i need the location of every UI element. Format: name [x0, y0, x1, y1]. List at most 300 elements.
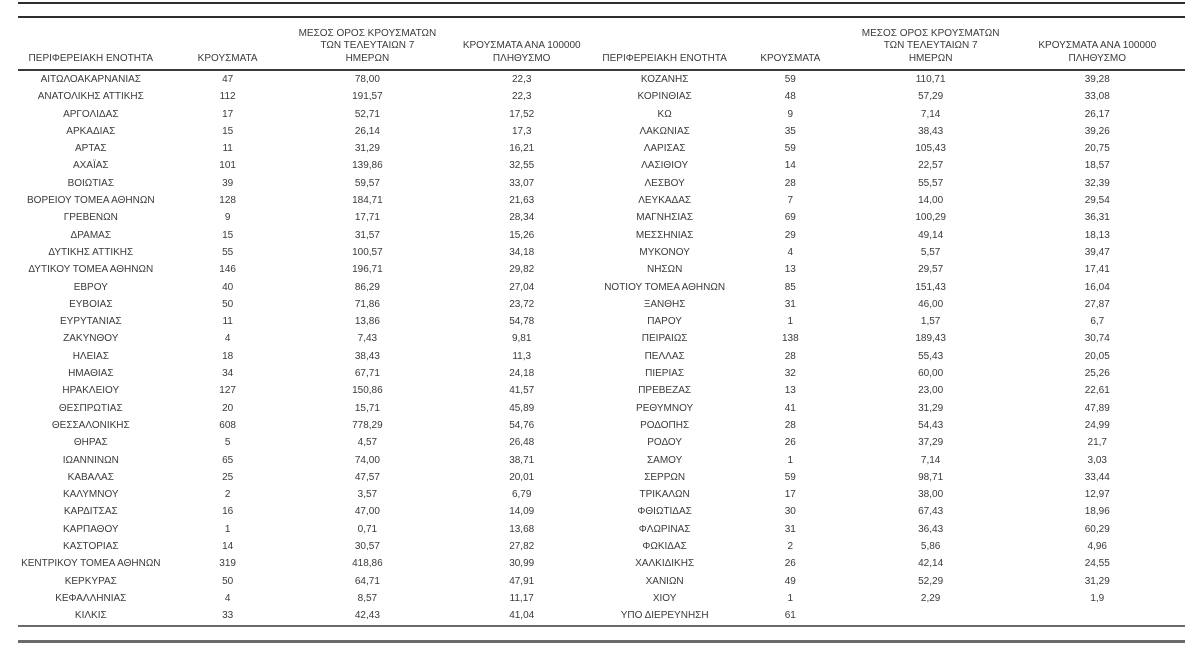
- value-cell: 50: [222, 575, 234, 587]
- value-cell: 6,79: [511, 489, 532, 501]
- value-cell: 24,18: [509, 368, 535, 380]
- region-cell: ΗΜΑΘΙΑΣ: [68, 368, 114, 380]
- value-cell: 65: [222, 454, 234, 466]
- region-cell: ΚΕΝΤΡΙΚΟΥ ΤΟΜΕΑ ΑΘΗΝΩΝ: [21, 558, 161, 570]
- region-cell: ΦΘΙΩΤΙΔΑΣ: [637, 506, 692, 518]
- region-cell: ΚΩ: [657, 108, 672, 120]
- value-cell: 27,87: [1084, 298, 1110, 310]
- table-row: [600, 209, 1185, 226]
- value-cell: 9: [787, 108, 794, 120]
- region-cell: ΛΑΚΩΝΙΑΣ: [639, 125, 690, 137]
- value-cell: 36,43: [918, 523, 944, 535]
- column-header-avg7-line1: ΜΕΣΟΣ ΟΡΟΣ ΚΡΟΥΣΜΑΤΩΝ: [861, 27, 1000, 39]
- value-cell: 39,28: [1084, 74, 1110, 85]
- region-cell: ΘΕΣΠΡΩΤΙΑΣ: [58, 402, 123, 414]
- value-cell: 127: [219, 385, 236, 397]
- table-row: [18, 590, 600, 607]
- table-row: [600, 538, 1185, 555]
- column-header-cases: ΚΡΟΥΣΜΑΤΑ: [729, 18, 852, 70]
- value-cell: 54,43: [918, 419, 944, 431]
- value-cell: 3,57: [357, 489, 378, 501]
- value-cell: 38,00: [918, 489, 944, 501]
- value-cell: 128: [219, 195, 236, 207]
- table-row: [600, 555, 1185, 572]
- value-cell: 18,13: [1084, 229, 1110, 241]
- value-cell: 52,71: [354, 108, 380, 120]
- value-cell: 15: [222, 125, 234, 137]
- value-cell: 11: [222, 316, 233, 328]
- value-cell: 30,57: [354, 541, 380, 553]
- region-cell: ΔΥΤΙΚΟΥ ΤΟΜΕΑ ΑΘΗΝΩΝ: [28, 264, 154, 276]
- table-row: [18, 607, 600, 624]
- value-cell: 17,71: [354, 212, 380, 224]
- column-header-avg7: [852, 18, 1010, 70]
- value-cell: 36,31: [1084, 212, 1110, 224]
- value-cell: 41: [784, 402, 796, 414]
- table-row: [18, 521, 600, 538]
- table-row: [18, 209, 600, 226]
- table-row: [18, 382, 600, 399]
- value-cell: 26,14: [354, 125, 380, 137]
- value-cell: 2: [224, 489, 231, 501]
- value-cell: 52,29: [918, 575, 944, 587]
- region-cell: ΑΙΤΩΛΟΑΚΑΡΝΑΝΙΑΣ: [40, 74, 141, 85]
- value-cell: 6,7: [1090, 316, 1105, 328]
- table-row: [600, 382, 1185, 399]
- value-cell: 20,01: [509, 471, 535, 483]
- value-cell: 34,18: [509, 246, 535, 258]
- region-cell: ΚΑΣΤΟΡΙΑΣ: [63, 541, 119, 553]
- value-cell: 60,00: [918, 368, 944, 380]
- table-row: [18, 330, 600, 347]
- table-row: [18, 106, 600, 123]
- region-cell: ΠΑΡΟΥ: [647, 316, 682, 328]
- value-cell: 191,57: [352, 91, 383, 103]
- value-cell: 20: [222, 402, 234, 414]
- value-cell: 18,96: [1084, 506, 1110, 518]
- column-header-per100k-line2: ΠΛΗΘΥΣΜΟ: [492, 52, 551, 64]
- column-header-avg7-line1: ΜΕΣΟΣ ΟΡΟΣ ΚΡΟΥΣΜΑΤΩΝ: [298, 27, 437, 39]
- table-row: [18, 469, 600, 486]
- table-row: [18, 434, 600, 451]
- value-cell: 41,04: [509, 610, 535, 622]
- region-cell: ΛΕΥΚΑΔΑΣ: [638, 195, 692, 207]
- value-cell: 18,57: [1084, 160, 1110, 172]
- column-header-per100k: [1010, 18, 1185, 70]
- value-cell: 60,29: [1084, 523, 1110, 535]
- value-cell: 38,71: [509, 454, 535, 466]
- table-body-left: [18, 70, 600, 625]
- cases-tables-container: [18, 18, 1185, 627]
- table-row: [18, 227, 600, 244]
- region-cell: ΚΕΡΚΥΡΑΣ: [64, 575, 117, 587]
- value-cell: 4: [787, 246, 794, 258]
- table-row: [600, 503, 1185, 520]
- value-cell: 110,71: [915, 74, 946, 85]
- table-row: [600, 244, 1185, 261]
- value-cell: 27,82: [509, 541, 535, 553]
- value-cell: 105,43: [915, 143, 946, 155]
- value-cell: 7: [787, 195, 794, 207]
- value-cell: 64,71: [354, 575, 380, 587]
- region-cell: ΕΒΡΟΥ: [73, 281, 108, 293]
- column-header-region: ΠΕΡΙΦΕΡΕΙΑΚΗ ΕΝΟΤΗΤΑ: [18, 18, 164, 70]
- value-cell: 55,57: [918, 177, 944, 189]
- value-cell: 47,00: [354, 506, 380, 518]
- value-cell: 18: [222, 350, 234, 362]
- value-cell: 3,03: [1087, 454, 1107, 466]
- value-cell: 38,43: [918, 125, 944, 137]
- region-cell: ΑΝΑΤΟΛΙΚΗΣ ΑΤΤΙΚΗΣ: [37, 91, 144, 103]
- value-cell: 35: [784, 125, 796, 137]
- table-row: [600, 296, 1185, 313]
- region-cell: ΑΡΓΟΛΙΔΑΣ: [63, 108, 119, 120]
- table-row: [18, 70, 600, 88]
- table-row: [600, 157, 1185, 174]
- value-cell: 24,99: [1084, 419, 1110, 431]
- value-cell: 39,26: [1084, 125, 1110, 137]
- value-cell: 24,55: [1084, 558, 1110, 570]
- value-cell: 151,43: [915, 281, 946, 293]
- value-cell: 14: [222, 541, 234, 553]
- column-header-per100k-line1: ΚΡΟΥΣΜΑΤΑ ΑΝΑ 100000: [462, 40, 581, 51]
- value-cell: 8,57: [357, 592, 378, 604]
- column-header-cases: ΚΡΟΥΣΜΑΤΑ: [164, 18, 292, 70]
- value-cell: 138: [781, 333, 799, 345]
- table-row: [18, 365, 600, 382]
- value-cell: 608: [219, 419, 236, 431]
- value-cell: 5,86: [920, 541, 941, 553]
- table-row: [600, 123, 1185, 140]
- table-row: [600, 486, 1185, 503]
- column-header-avg7: [292, 18, 443, 70]
- value-cell: 31,29: [354, 143, 380, 155]
- value-cell: 74,00: [354, 454, 380, 466]
- value-cell: 21,7: [1087, 437, 1107, 449]
- table-row: [18, 192, 600, 209]
- value-cell: 7,14: [920, 454, 941, 466]
- value-cell: 49: [784, 575, 796, 587]
- table-row: [18, 417, 600, 434]
- table-row: [18, 279, 600, 296]
- region-cell: ΣΕΡΡΩΝ: [644, 471, 686, 483]
- value-cell: 33,07: [509, 177, 535, 189]
- value-cell: 98,71: [918, 471, 944, 483]
- region-cell: ΛΕΣΒΟΥ: [644, 177, 685, 189]
- value-cell: 9,81: [511, 333, 532, 345]
- value-cell: 33,44: [1084, 471, 1110, 483]
- value-cell: 17: [222, 108, 234, 120]
- table-row: [18, 140, 600, 157]
- value-cell: 139,86: [352, 160, 383, 172]
- value-cell: 59: [784, 143, 796, 155]
- value-cell: 778,29: [352, 419, 383, 431]
- value-cell: 5,57: [920, 246, 941, 258]
- table-row: [18, 573, 600, 590]
- value-cell: 31,57: [354, 229, 380, 241]
- table-row: [18, 313, 600, 330]
- table-row: [600, 452, 1185, 469]
- region-cell: ΑΡΚΑΔΙΑΣ: [66, 125, 116, 137]
- value-cell: 31: [784, 298, 796, 310]
- region-cell: ΚΑΡΠΑΘΟΥ: [62, 523, 119, 535]
- table-row: [600, 348, 1185, 365]
- table-row: [600, 279, 1185, 296]
- region-cell: ΗΛΕΙΑΣ: [72, 350, 109, 362]
- table-row: [600, 469, 1185, 486]
- value-cell: 26,48: [509, 437, 535, 449]
- table-row: [600, 140, 1185, 157]
- region-cell: ΕΥΡΥΤΑΝΙΑΣ: [60, 316, 122, 328]
- value-cell: 47,57: [354, 471, 380, 483]
- value-cell: 32: [784, 368, 796, 380]
- value-cell: 150,86: [352, 385, 383, 397]
- table-row: [18, 123, 600, 140]
- value-cell: 46,00: [918, 298, 944, 310]
- value-cell: 1: [224, 523, 231, 535]
- table-row: [600, 227, 1185, 244]
- value-cell: 17,3: [511, 125, 532, 137]
- value-cell: 13: [784, 264, 796, 276]
- value-cell: 39: [222, 177, 234, 189]
- value-cell: 54,78: [509, 316, 535, 328]
- column-header-region: ΠΕΡΙΦΕΡΕΙΑΚΗ ΕΝΟΤΗΤΑ: [600, 18, 729, 70]
- region-cell: ΒΟΡΕΙΟΥ ΤΟΜΕΑ ΑΘΗΝΩΝ: [27, 195, 155, 207]
- value-cell: 14: [784, 160, 796, 172]
- region-cell: ΠΙΕΡΙΑΣ: [645, 368, 685, 380]
- value-cell: 32,39: [1084, 177, 1110, 189]
- table-row: [600, 330, 1185, 347]
- region-cell: ΠΕΛΛΑΣ: [644, 350, 685, 362]
- value-cell: 29,54: [1084, 195, 1110, 207]
- value-cell: 59: [784, 74, 796, 85]
- value-cell: 45,89: [509, 402, 535, 414]
- region-cell: ΘΗΡΑΣ: [73, 437, 108, 449]
- region-cell: ΞΑΝΘΗΣ: [643, 298, 686, 310]
- region-cell: ΛΑΣΙΘΙΟΥ: [641, 160, 689, 172]
- region-cell: ΒΟΙΩΤΙΑΣ: [67, 177, 115, 189]
- region-cell: ΣΑΜΟΥ: [646, 454, 683, 466]
- value-cell: 59: [784, 471, 796, 483]
- value-cell: 69: [784, 212, 796, 224]
- value-cell: 15,71: [354, 402, 380, 414]
- column-header-avg7-line2: ΤΩΝ ΤΕΛΕΥΤΑΙΩΝ 7: [320, 40, 415, 51]
- table-row: [600, 192, 1185, 209]
- table-row: [600, 521, 1185, 538]
- value-cell: 33,08: [1084, 91, 1110, 103]
- region-cell: ΗΡΑΚΛΕΙΟΥ: [62, 385, 120, 397]
- region-cell: ΧΙΟΥ: [652, 592, 677, 604]
- value-cell: 23,72: [509, 298, 535, 310]
- value-cell: 22,3: [511, 74, 532, 85]
- region-cell: ΔΡΑΜΑΣ: [70, 229, 112, 241]
- value-cell: 1,9: [1090, 592, 1105, 604]
- value-cell: 29: [784, 229, 796, 241]
- table-row: [600, 313, 1185, 330]
- column-header-avg7-line2: ΤΩΝ ΤΕΛΕΥΤΑΙΩΝ 7: [883, 40, 978, 51]
- table-row: [600, 590, 1185, 607]
- value-cell: 31: [784, 523, 796, 535]
- value-cell: 28: [784, 177, 796, 189]
- region-cell: ΧΑΝΙΩΝ: [645, 575, 684, 587]
- value-cell: 11: [222, 143, 233, 155]
- table-row: [18, 486, 600, 503]
- table-row: [18, 538, 600, 555]
- region-cell: ΡΟΔΟΠΗΣ: [640, 419, 690, 431]
- value-cell: 17: [784, 489, 796, 501]
- value-cell: 21,63: [509, 195, 535, 207]
- value-cell: 1: [787, 316, 794, 328]
- value-cell: 1,57: [920, 316, 941, 328]
- value-cell: 4: [224, 592, 231, 604]
- value-cell: 1: [787, 454, 794, 466]
- value-cell: 59,57: [354, 177, 380, 189]
- region-cell: ΚΑΡΔΙΤΣΑΣ: [63, 506, 118, 518]
- value-cell: 1: [787, 592, 794, 604]
- value-cell: 34: [222, 368, 234, 380]
- value-cell: 20,05: [1084, 350, 1110, 362]
- value-cell: 5: [224, 437, 231, 449]
- value-cell: 30,99: [509, 558, 535, 570]
- value-cell: 38,43: [354, 350, 380, 362]
- table-row: [18, 503, 600, 520]
- region-cell: ΦΩΚΙΔΑΣ: [642, 541, 687, 553]
- value-cell: 26: [784, 437, 796, 449]
- value-cell: 146: [219, 264, 236, 276]
- table-row: [600, 434, 1185, 451]
- region-cell: ΚΟΡΙΝΘΙΑΣ: [637, 91, 692, 103]
- value-cell: 48: [784, 91, 796, 103]
- value-cell: 71,86: [354, 298, 380, 310]
- value-cell: 16: [222, 506, 234, 518]
- value-cell: 57,29: [918, 91, 944, 103]
- value-cell: 29,82: [509, 264, 535, 276]
- table-row: [18, 348, 600, 365]
- region-cell: ΜΕΣΣΗΝΙΑΣ: [635, 229, 694, 241]
- value-cell: 28,34: [509, 212, 535, 224]
- table-row: [600, 400, 1185, 417]
- region-cell: ΛΑΡΙΣΑΣ: [643, 143, 686, 155]
- value-cell: 184,71: [352, 195, 383, 207]
- region-cell: ΠΡΕΒΕΖΑΣ: [638, 385, 692, 397]
- value-cell: 14,09: [509, 506, 535, 518]
- value-cell: 28: [784, 350, 796, 362]
- value-cell: 32,55: [509, 160, 535, 172]
- value-cell: 67,43: [918, 506, 944, 518]
- value-cell: 189,43: [915, 333, 946, 345]
- value-cell: 11,17: [509, 592, 534, 604]
- value-cell: 41,57: [509, 385, 535, 397]
- value-cell: 4,96: [1087, 541, 1107, 553]
- value-cell: 47,91: [509, 575, 535, 587]
- value-cell: 16,04: [1084, 281, 1110, 293]
- value-cell: 14,00: [918, 195, 944, 207]
- region-cell: ΝΟΤΙΟΥ ΤΟΜΕΑ ΑΘΗΝΩΝ: [604, 281, 726, 293]
- value-cell: 11,3: [512, 350, 532, 362]
- value-cell: 30: [784, 506, 796, 518]
- value-cell: 100,29: [915, 212, 946, 224]
- value-cell: 2,29: [920, 592, 941, 604]
- value-cell: 55: [222, 246, 234, 258]
- region-cell: ΚΕΦΑΛΛΗΝΙΑΣ: [55, 592, 127, 604]
- value-cell: 100,57: [352, 246, 383, 258]
- region-cell: ΕΥΒΟΙΑΣ: [69, 298, 113, 310]
- table-header-row: [18, 18, 600, 70]
- value-cell: 49,14: [918, 229, 944, 241]
- report-page: [0, 2, 1200, 643]
- value-cell: 42,14: [918, 558, 944, 570]
- value-cell: 85: [784, 281, 796, 293]
- value-cell: 17,41: [1084, 264, 1110, 276]
- region-cell: ΙΩΑΝΝΙΝΩΝ: [62, 454, 119, 466]
- value-cell: 27,04: [509, 281, 535, 293]
- value-cell: 39,47: [1084, 246, 1110, 258]
- value-cell: 7,14: [920, 108, 941, 120]
- value-cell: 418,86: [352, 558, 383, 570]
- column-header-per100k-line1: ΚΡΟΥΣΜΑΤΑ ΑΝΑ 100000: [1038, 40, 1157, 51]
- value-cell: 25: [222, 471, 234, 483]
- value-cell: 4: [224, 333, 231, 345]
- value-cell: 22,57: [918, 160, 944, 172]
- value-cell: [852, 607, 1010, 624]
- value-cell: 31,29: [1084, 575, 1110, 587]
- region-cell: ΡΕΘΥΜΝΟΥ: [636, 402, 694, 414]
- value-cell: 22,3: [511, 91, 532, 103]
- region-cell: ΠΕΙΡΑΙΩΣ: [641, 333, 688, 345]
- table-row: [18, 261, 600, 278]
- value-cell: 67,71: [354, 368, 380, 380]
- value-cell: 40: [222, 281, 234, 293]
- table-row: [600, 88, 1185, 105]
- value-cell: 9: [224, 212, 231, 224]
- cases-table-left: [18, 18, 600, 625]
- value-cell: [1010, 607, 1185, 624]
- value-cell: 42,43: [354, 610, 380, 622]
- region-cell: ΜΑΓΝΗΣΙΑΣ: [636, 212, 694, 224]
- table-row: [18, 555, 600, 572]
- table-row: [18, 244, 600, 261]
- table-row: [600, 261, 1185, 278]
- region-cell: ΚΑΒΑΛΑΣ: [67, 471, 114, 483]
- region-cell: ΔΥΤΙΚΗΣ ΑΤΤΙΚΗΣ: [48, 246, 134, 258]
- table-body-right: [600, 70, 1185, 625]
- value-cell: 15,26: [509, 229, 535, 241]
- value-cell: 2: [787, 541, 794, 553]
- table-row: [600, 106, 1185, 123]
- region-cell: ΡΟΔΟΥ: [647, 437, 683, 449]
- value-cell: 13,68: [509, 523, 535, 535]
- bottom-rule: [18, 640, 1185, 643]
- region-cell: ΝΗΣΩΝ: [646, 264, 683, 276]
- value-cell: 78,00: [354, 74, 380, 85]
- table-row: [18, 400, 600, 417]
- table-row: [600, 607, 1185, 624]
- value-cell: 47: [222, 74, 234, 85]
- table-row: [600, 365, 1185, 382]
- table-row: [600, 573, 1185, 590]
- region-cell: ΚΟΖΑΝΗΣ: [640, 74, 689, 85]
- value-cell: 50: [222, 298, 234, 310]
- value-cell: 319: [219, 558, 236, 570]
- region-cell: ΚΑΛΥΜΝΟΥ: [62, 489, 119, 501]
- table-row: [600, 70, 1185, 88]
- value-cell: 112: [219, 91, 236, 103]
- value-cell: 37,29: [918, 437, 944, 449]
- column-header-avg7-line3: ΗΜΕΡΩΝ: [345, 52, 390, 64]
- table-row: [18, 88, 600, 105]
- table-row: [18, 157, 600, 174]
- value-cell: 55,43: [918, 350, 944, 362]
